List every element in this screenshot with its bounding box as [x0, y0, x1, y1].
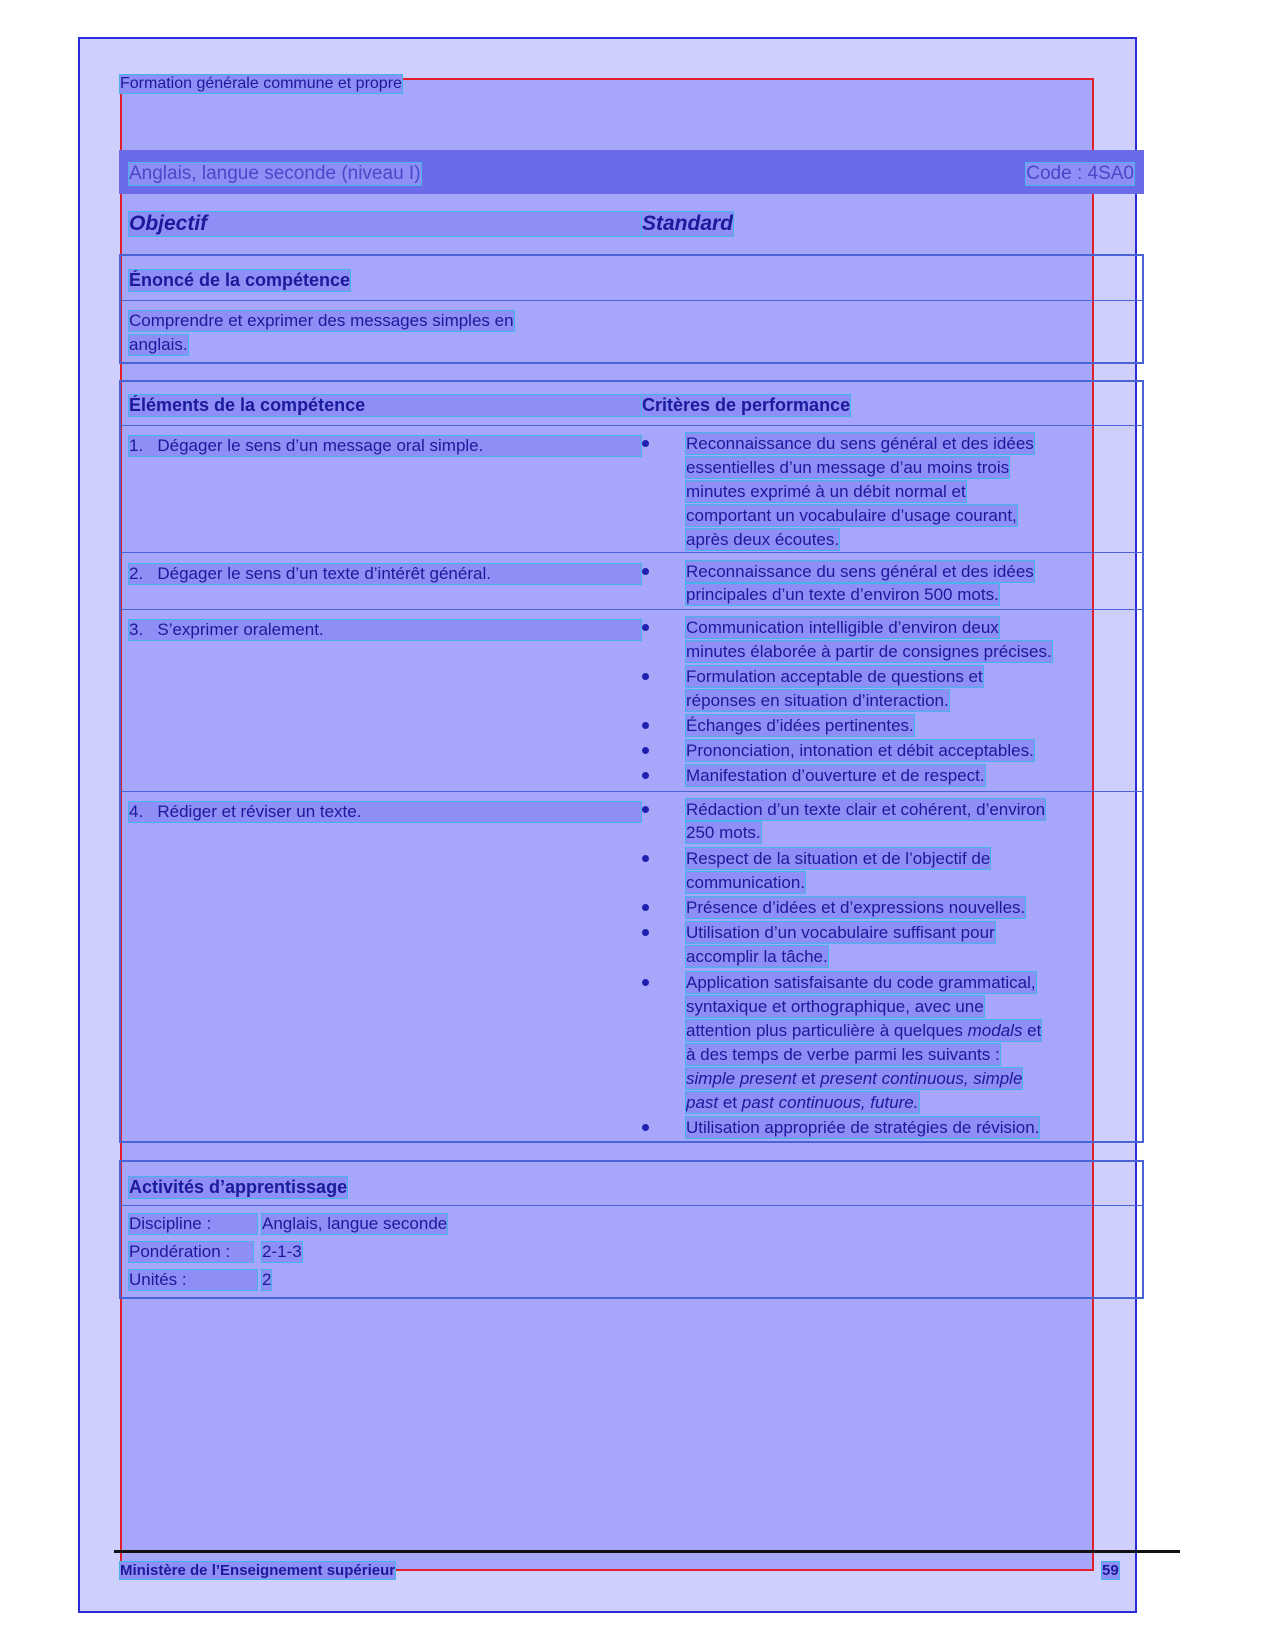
divider	[119, 552, 1144, 553]
bullet-icon	[642, 624, 649, 631]
element-item	[129, 436, 641, 456]
criterion-line: réponses en situation d’interaction.	[686, 691, 949, 710]
element-text: Rédiger et réviser un texte.	[157, 802, 362, 821]
criterion-text: et	[796, 1069, 821, 1088]
bullet-icon	[642, 440, 649, 447]
criterion-line: Échanges d’idées pertinentes.	[686, 716, 914, 735]
criterion-italic-text: simple present	[686, 1069, 797, 1088]
divider	[119, 300, 1144, 301]
bullet-icon	[642, 772, 649, 779]
activities-title: Activités d’apprentissage	[129, 1177, 348, 1197]
discipline-label: Discipline :	[129, 1214, 257, 1234]
enonce-text-line: anglais.	[129, 335, 188, 354]
criterion-italic-text: past	[686, 1093, 719, 1112]
standard-heading: Standard	[642, 212, 734, 235]
criterion-line: minutes exprimé à un débit normal et	[686, 482, 966, 501]
criterion-italic-text: modals	[967, 1021, 1023, 1040]
divider	[119, 425, 1144, 426]
element-number: 1.	[129, 436, 144, 455]
program-title: Formation générale commune et propre	[120, 75, 402, 92]
element-number: 2.	[129, 564, 144, 583]
criterion-line: à des temps de verbe parmi les suivants :	[686, 1045, 1000, 1064]
element-number: 4.	[129, 802, 144, 821]
bullet-icon	[642, 673, 649, 680]
divider	[119, 791, 1144, 792]
element-item	[129, 620, 641, 640]
ponderation-label: Pondération :	[129, 1242, 253, 1262]
criterion-line	[686, 1068, 1022, 1089]
criterion-line: Formulation acceptable de questions et	[686, 667, 983, 686]
criterion-line: comportant un vocabulaire d’usage courant,	[686, 506, 1017, 525]
bullet-icon	[642, 979, 649, 986]
criterion-line: Reconnaissance du sens général et des idées	[686, 562, 1034, 581]
criterion-line: Utilisation appropriée de stratégies de révision.	[686, 1118, 1040, 1137]
criterion-line: Rédaction d’un texte clair et cohérent, d’environ	[686, 800, 1046, 819]
criterion-line: Manifestation d’ouverture et de respect.	[686, 766, 985, 785]
criterion-line: Présence d’idées et d’expressions nouvelles.	[686, 898, 1026, 917]
enonce-title: Énoncé de la compétence	[129, 270, 351, 290]
course-title: Anglais, langue seconde (niveau I)	[129, 163, 421, 184]
element-text: Dégager le sens d’un texte d’intérêt général.	[157, 564, 491, 583]
criterion-text: et	[1022, 1021, 1042, 1040]
criterion-line: Utilisation d’un vocabulaire suffisant pour	[686, 923, 995, 942]
criterion-italic-text: present continuous, simple	[820, 1069, 1023, 1088]
element-item	[129, 802, 641, 822]
page-number: 59	[1102, 1562, 1119, 1579]
criterion-line: essentielles d’un message d’au moins trois	[686, 458, 1010, 477]
bullet-icon	[642, 568, 649, 575]
unites-value: 2	[262, 1270, 272, 1289]
ponderation-value: 2-1-3	[262, 1242, 302, 1261]
bullet-icon	[642, 904, 649, 911]
element-text: S’exprimer oralement.	[157, 620, 324, 639]
criterion-line: Prononciation, intonation et débit acceptables.	[686, 741, 1034, 760]
criterion-line: accomplir la tâche.	[686, 947, 828, 966]
criterion-line: minutes élaborée à partir de consignes précises.	[686, 642, 1052, 661]
enonce-text-line: Comprendre et exprimer des messages simples en	[129, 311, 514, 330]
footer-ministry: Ministère de l’Enseignement supérieur	[120, 1562, 396, 1579]
bullet-icon	[642, 1124, 649, 1131]
criterion-line: Respect de la situation et de l’objectif de	[686, 849, 991, 868]
element-number: 3.	[129, 620, 144, 639]
bullet-icon	[642, 929, 649, 936]
criterion-line: après deux écoutes.	[686, 530, 840, 549]
element-item	[129, 564, 641, 584]
criterion-line: 250 mots.	[686, 823, 761, 842]
criteria-heading: Critères de performance	[642, 395, 851, 415]
unites-label: Unités :	[129, 1270, 257, 1290]
criterion-text: attention plus particulière à quelques	[686, 1021, 968, 1040]
bullet-icon	[642, 747, 649, 754]
criterion-line: Reconnaissance du sens général et des idées	[686, 434, 1034, 453]
criterion-line: communication.	[686, 873, 806, 892]
bullet-icon	[642, 855, 649, 862]
course-code: Code : 4SA0	[1026, 163, 1134, 184]
divider	[119, 609, 1144, 610]
criterion-line: principales d’un texte d’environ 500 mots.	[686, 585, 999, 604]
discipline-value: Anglais, langue seconde	[262, 1214, 448, 1233]
criterion-italic-text: past continuous, future.	[741, 1093, 919, 1112]
footer-rule	[114, 1550, 1180, 1553]
divider	[119, 1205, 1144, 1206]
criterion-line: syntaxique et orthographique, avec une	[686, 997, 984, 1016]
elements-heading: Éléments de la compétence	[129, 395, 641, 416]
criterion-line: Communication intelligible d’environ deux	[686, 618, 999, 637]
criterion-text: et	[718, 1093, 742, 1112]
bullet-icon	[642, 806, 649, 813]
bullet-icon	[642, 722, 649, 729]
element-text: Dégager le sens d’un message oral simple.	[157, 436, 484, 455]
objective-heading: Objectif	[129, 212, 641, 236]
criterion-line	[686, 1092, 919, 1113]
criterion-line	[686, 1020, 1041, 1041]
criterion-line: Application satisfaisante du code grammatical,	[686, 973, 1036, 992]
course-band	[119, 150, 1144, 194]
